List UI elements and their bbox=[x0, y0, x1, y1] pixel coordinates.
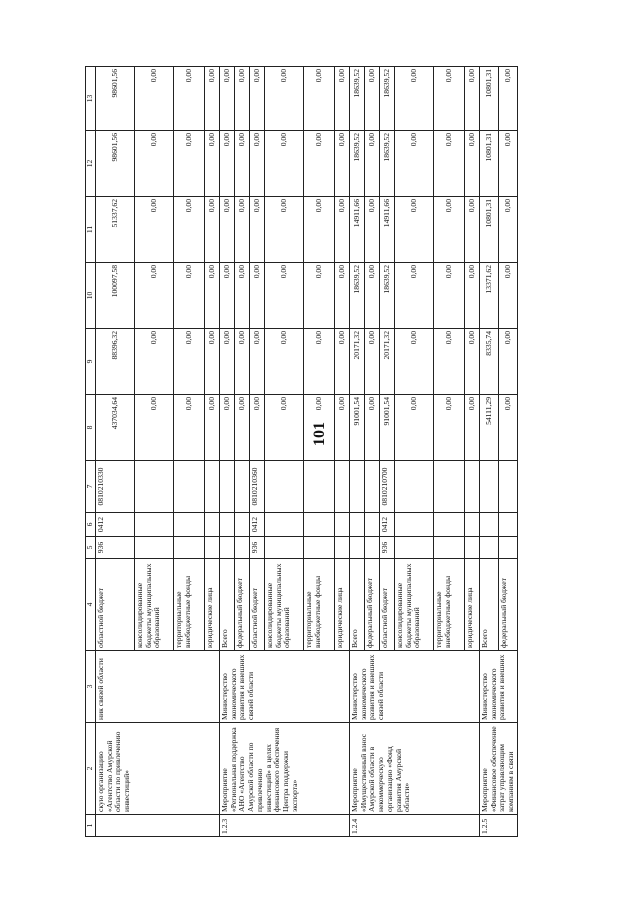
year-2020: 0,00 bbox=[304, 329, 335, 395]
column-number-1: 1 bbox=[86, 815, 96, 837]
year-2024: 0,00 bbox=[434, 67, 465, 131]
target-article bbox=[235, 461, 250, 513]
section-code bbox=[395, 513, 434, 537]
year-2023: 0,00 bbox=[434, 131, 465, 197]
year-2020: 0,00 bbox=[465, 329, 480, 395]
target-article bbox=[498, 461, 517, 513]
total-amount: 0,00 bbox=[235, 395, 250, 461]
section-code bbox=[335, 513, 350, 537]
year-2022: 0,00 bbox=[365, 197, 380, 263]
funding-source: федеральный бюджет bbox=[498, 559, 517, 651]
total-amount: 0,00 bbox=[465, 395, 480, 461]
year-2024: 18639,52 bbox=[380, 67, 395, 131]
year-2020: 0,00 bbox=[365, 329, 380, 395]
section-code bbox=[434, 513, 465, 537]
year-2021: 0,00 bbox=[220, 263, 235, 329]
year-2021: 0,00 bbox=[465, 263, 480, 329]
year-2024: 0,00 bbox=[335, 67, 350, 131]
year-2021: 0,00 bbox=[498, 263, 517, 329]
year-2022: 14911,66 bbox=[350, 197, 365, 263]
page-number: 101 bbox=[311, 422, 328, 446]
year-2023: 10801,31 bbox=[480, 131, 499, 197]
year-2024: 0,00 bbox=[135, 67, 174, 131]
year-2023: 0,00 bbox=[205, 131, 220, 197]
year-2020: 0,00 bbox=[174, 329, 205, 395]
funding-source: Всего bbox=[350, 559, 365, 651]
funding-source: Всего bbox=[480, 559, 499, 651]
year-2021: 18639,52 bbox=[350, 263, 365, 329]
total-amount: 54111,29 bbox=[480, 395, 499, 461]
year-2022: 14911,66 bbox=[380, 197, 395, 263]
total-amount: 0,00 bbox=[335, 395, 350, 461]
year-2023: 18639,52 bbox=[380, 131, 395, 197]
total-amount: 0,00 bbox=[174, 395, 205, 461]
total-amount: 0,00 bbox=[265, 395, 304, 461]
year-2021: 0,00 bbox=[174, 263, 205, 329]
grbs-code bbox=[335, 537, 350, 559]
year-2022: 0,00 bbox=[304, 197, 335, 263]
grbs-code: 936 bbox=[380, 537, 395, 559]
year-2021: 0,00 bbox=[304, 263, 335, 329]
year-2022: 0,00 bbox=[174, 197, 205, 263]
section-code bbox=[350, 513, 365, 537]
target-article: 0810210700 bbox=[380, 461, 395, 513]
year-2024: 0,00 bbox=[205, 67, 220, 131]
year-2021: 18639,52 bbox=[380, 263, 395, 329]
table-row bbox=[480, 67, 499, 837]
funding-source: областной бюджет bbox=[96, 559, 135, 651]
column-number-12: 12 bbox=[86, 131, 96, 197]
column-number-11: 11 bbox=[86, 197, 96, 263]
row-number: 1.2.4 bbox=[350, 815, 480, 837]
table-row bbox=[220, 67, 235, 837]
grbs-code: 936 bbox=[250, 537, 265, 559]
total-amount: 91001,54 bbox=[380, 395, 395, 461]
year-2020: 0,00 bbox=[220, 329, 235, 395]
year-2024: 0,00 bbox=[498, 67, 517, 131]
year-2023: 0,00 bbox=[465, 131, 480, 197]
year-2022: 0,00 bbox=[498, 197, 517, 263]
grbs-code bbox=[365, 537, 380, 559]
grbs-code bbox=[205, 537, 220, 559]
year-2021: 13371,62 bbox=[480, 263, 499, 329]
year-2021: 0,00 bbox=[434, 263, 465, 329]
total-amount: 0,00 bbox=[205, 395, 220, 461]
column-number-5: 5 bbox=[86, 537, 96, 559]
section-code bbox=[465, 513, 480, 537]
year-2023: 0,00 bbox=[335, 131, 350, 197]
grbs-code bbox=[304, 537, 335, 559]
table-row bbox=[96, 67, 135, 837]
total-amount: 0,00 bbox=[395, 395, 434, 461]
year-2024: 0,00 bbox=[174, 67, 205, 131]
year-2023: 98601,56 bbox=[96, 131, 135, 197]
grbs-code bbox=[498, 537, 517, 559]
column-number-4: 4 bbox=[86, 559, 96, 651]
grbs-code bbox=[135, 537, 174, 559]
grbs-code bbox=[434, 537, 465, 559]
year-2020: 0,00 bbox=[135, 329, 174, 395]
target-article bbox=[265, 461, 304, 513]
year-2021: 0,00 bbox=[365, 263, 380, 329]
funding-source: консолидированные бюджеты муниципальных образований bbox=[395, 559, 434, 651]
event-name: скую организацию «Агентство Амурской области по привлечению инвестиций» bbox=[96, 723, 220, 815]
grbs-code bbox=[350, 537, 365, 559]
column-number-8: 8 bbox=[86, 395, 96, 461]
year-2024: 0,00 bbox=[250, 67, 265, 131]
target-article bbox=[395, 461, 434, 513]
funding-source: консолидированные бюджеты муниципальных образований bbox=[135, 559, 174, 651]
target-article: 0810210330 bbox=[96, 461, 135, 513]
year-2020: 0,00 bbox=[250, 329, 265, 395]
total-amount: 437034,64 bbox=[96, 395, 135, 461]
funding-source: областной бюджет bbox=[380, 559, 395, 651]
event-name: Мероприятие «Имущественный взнос Амурской области в некоммерческую организацию «Фонд развития Амурской области» bbox=[350, 723, 480, 815]
year-2023: 0,00 bbox=[235, 131, 250, 197]
year-2021: 100097,58 bbox=[96, 263, 135, 329]
section-code bbox=[174, 513, 205, 537]
grbs-code: 936 bbox=[96, 537, 135, 559]
year-2020: 0,00 bbox=[265, 329, 304, 395]
year-2021: 0,00 bbox=[395, 263, 434, 329]
target-article: 0810210360 bbox=[250, 461, 265, 513]
funding-source: федеральный бюджет bbox=[365, 559, 380, 651]
row-number bbox=[96, 815, 220, 837]
section-code bbox=[265, 513, 304, 537]
year-2020: 0,00 bbox=[434, 329, 465, 395]
table-row bbox=[350, 67, 365, 837]
grbs-code bbox=[235, 537, 250, 559]
year-2020: 0,00 bbox=[498, 329, 517, 395]
year-2024: 0,00 bbox=[304, 67, 335, 131]
year-2023: 0,00 bbox=[498, 131, 517, 197]
column-number-7: 7 bbox=[86, 461, 96, 513]
row-number: 1.2.5 bbox=[480, 815, 518, 837]
year-2022: 0,00 bbox=[220, 197, 235, 263]
target-article bbox=[304, 461, 335, 513]
funding-source: юридические лица bbox=[335, 559, 350, 651]
year-2020: 8335,74 bbox=[480, 329, 499, 395]
section-code bbox=[235, 513, 250, 537]
grbs-code bbox=[465, 537, 480, 559]
funding-source: территориальные внебюджетные фонды bbox=[174, 559, 205, 651]
year-2023: 0,00 bbox=[135, 131, 174, 197]
year-2022: 51337,62 bbox=[96, 197, 135, 263]
table-body bbox=[96, 67, 518, 837]
year-2023: 0,00 bbox=[220, 131, 235, 197]
grbs-code bbox=[220, 537, 235, 559]
year-2023: 0,00 bbox=[365, 131, 380, 197]
grbs-code bbox=[265, 537, 304, 559]
year-2024: 0,00 bbox=[365, 67, 380, 131]
section-code: 0412 bbox=[250, 513, 265, 537]
year-2021: 0,00 bbox=[235, 263, 250, 329]
target-article bbox=[174, 461, 205, 513]
year-2024: 18639,52 bbox=[350, 67, 365, 131]
year-2023: 0,00 bbox=[250, 131, 265, 197]
event-name: Мероприятие «Региональная поддержка АНО «Агентство Амурской области по привлечению инвестиций» в целях финансового обеспечения Центра поддержки экспорта» bbox=[220, 723, 350, 815]
year-2024: 98601,56 bbox=[96, 67, 135, 131]
funding-source: территориальные внебюджетные фонды bbox=[304, 559, 335, 651]
year-2022: 10801,31 bbox=[480, 197, 499, 263]
year-2022: 0,00 bbox=[335, 197, 350, 263]
funding-source: областной бюджет bbox=[250, 559, 265, 651]
column-number-9: 9 bbox=[86, 329, 96, 395]
year-2023: 18639,52 bbox=[350, 131, 365, 197]
section-code bbox=[304, 513, 335, 537]
year-2020: 20171,32 bbox=[350, 329, 365, 395]
total-amount: 0,00 bbox=[220, 395, 235, 461]
year-2022: 0,00 bbox=[395, 197, 434, 263]
funding-source: федеральный бюджет bbox=[235, 559, 250, 651]
section-code bbox=[365, 513, 380, 537]
target-article bbox=[365, 461, 380, 513]
target-article bbox=[434, 461, 465, 513]
year-2020: 88396,32 bbox=[96, 329, 135, 395]
section-code: 0412 bbox=[96, 513, 135, 537]
year-2021: 0,00 bbox=[250, 263, 265, 329]
year-2022: 0,00 bbox=[265, 197, 304, 263]
target-article bbox=[205, 461, 220, 513]
year-2024: 0,00 bbox=[220, 67, 235, 131]
total-amount: 0,00 bbox=[434, 395, 465, 461]
funding-source: территориальные внебюджетные фонды bbox=[434, 559, 465, 651]
responsible-executor: Министерство экономического развития и внешних связей области bbox=[350, 651, 480, 723]
year-2024: 0,00 bbox=[235, 67, 250, 131]
target-article bbox=[135, 461, 174, 513]
funding-source: Всего bbox=[220, 559, 235, 651]
grbs-code bbox=[480, 537, 499, 559]
grbs-code bbox=[174, 537, 205, 559]
section-code bbox=[135, 513, 174, 537]
total-amount: 0,00 bbox=[498, 395, 517, 461]
year-2021: 0,00 bbox=[265, 263, 304, 329]
funding-source: юридические лица bbox=[465, 559, 480, 651]
total-amount: 0,00 bbox=[365, 395, 380, 461]
year-2024: 0,00 bbox=[265, 67, 304, 131]
year-2023: 0,00 bbox=[395, 131, 434, 197]
year-2022: 0,00 bbox=[434, 197, 465, 263]
section-code: 0412 bbox=[380, 513, 395, 537]
column-number-row bbox=[86, 67, 96, 837]
funding-source: консолидированные бюджеты муниципальных образований bbox=[265, 559, 304, 651]
total-amount: 91001,54 bbox=[350, 395, 365, 461]
year-2022: 0,00 bbox=[250, 197, 265, 263]
year-2023: 0,00 bbox=[304, 131, 335, 197]
year-2022: 0,00 bbox=[465, 197, 480, 263]
year-2020: 0,00 bbox=[335, 329, 350, 395]
responsible-executor: Министерство экономического развития и внешних bbox=[480, 651, 518, 723]
rotated-table-container bbox=[85, 67, 535, 837]
event-name: Мероприятие «Финансовое обеспечение затрат управляющим компаниям в связи bbox=[480, 723, 518, 815]
responsible-executor: ник связей области bbox=[96, 651, 220, 723]
section-code bbox=[480, 513, 499, 537]
year-2021: 0,00 bbox=[135, 263, 174, 329]
section-code bbox=[498, 513, 517, 537]
year-2020: 20171,32 bbox=[380, 329, 395, 395]
responsible-executor: Министерство экономического развития и внешних связей области bbox=[220, 651, 350, 723]
column-number-6: 6 bbox=[86, 513, 96, 537]
column-number-3: 3 bbox=[86, 651, 96, 723]
year-2020: 0,00 bbox=[235, 329, 250, 395]
grbs-code bbox=[395, 537, 434, 559]
target-article bbox=[465, 461, 480, 513]
column-number-10: 10 bbox=[86, 263, 96, 329]
total-amount: 0,00 bbox=[135, 395, 174, 461]
target-article bbox=[350, 461, 365, 513]
total-amount: 0,00 bbox=[304, 395, 335, 461]
year-2023: 0,00 bbox=[174, 131, 205, 197]
target-article bbox=[335, 461, 350, 513]
year-2024: 0,00 bbox=[395, 67, 434, 131]
total-amount: 0,00 bbox=[250, 395, 265, 461]
column-number-2: 2 bbox=[86, 723, 96, 815]
row-number: 1.2.3 bbox=[220, 815, 350, 837]
year-2022: 0,00 bbox=[235, 197, 250, 263]
year-2024: 0,00 bbox=[465, 67, 480, 131]
budget-table bbox=[85, 66, 518, 837]
year-2021: 0,00 bbox=[205, 263, 220, 329]
funding-source: юридические лица bbox=[205, 559, 220, 651]
year-2020: 0,00 bbox=[205, 329, 220, 395]
target-article bbox=[480, 461, 499, 513]
year-2022: 0,00 bbox=[135, 197, 174, 263]
target-article bbox=[220, 461, 235, 513]
section-code bbox=[220, 513, 235, 537]
year-2022: 0,00 bbox=[205, 197, 220, 263]
column-number-13: 13 bbox=[86, 67, 96, 131]
year-2020: 0,00 bbox=[395, 329, 434, 395]
year-2023: 0,00 bbox=[265, 131, 304, 197]
section-code bbox=[205, 513, 220, 537]
year-2024: 10801,31 bbox=[480, 67, 499, 131]
year-2021: 0,00 bbox=[335, 263, 350, 329]
